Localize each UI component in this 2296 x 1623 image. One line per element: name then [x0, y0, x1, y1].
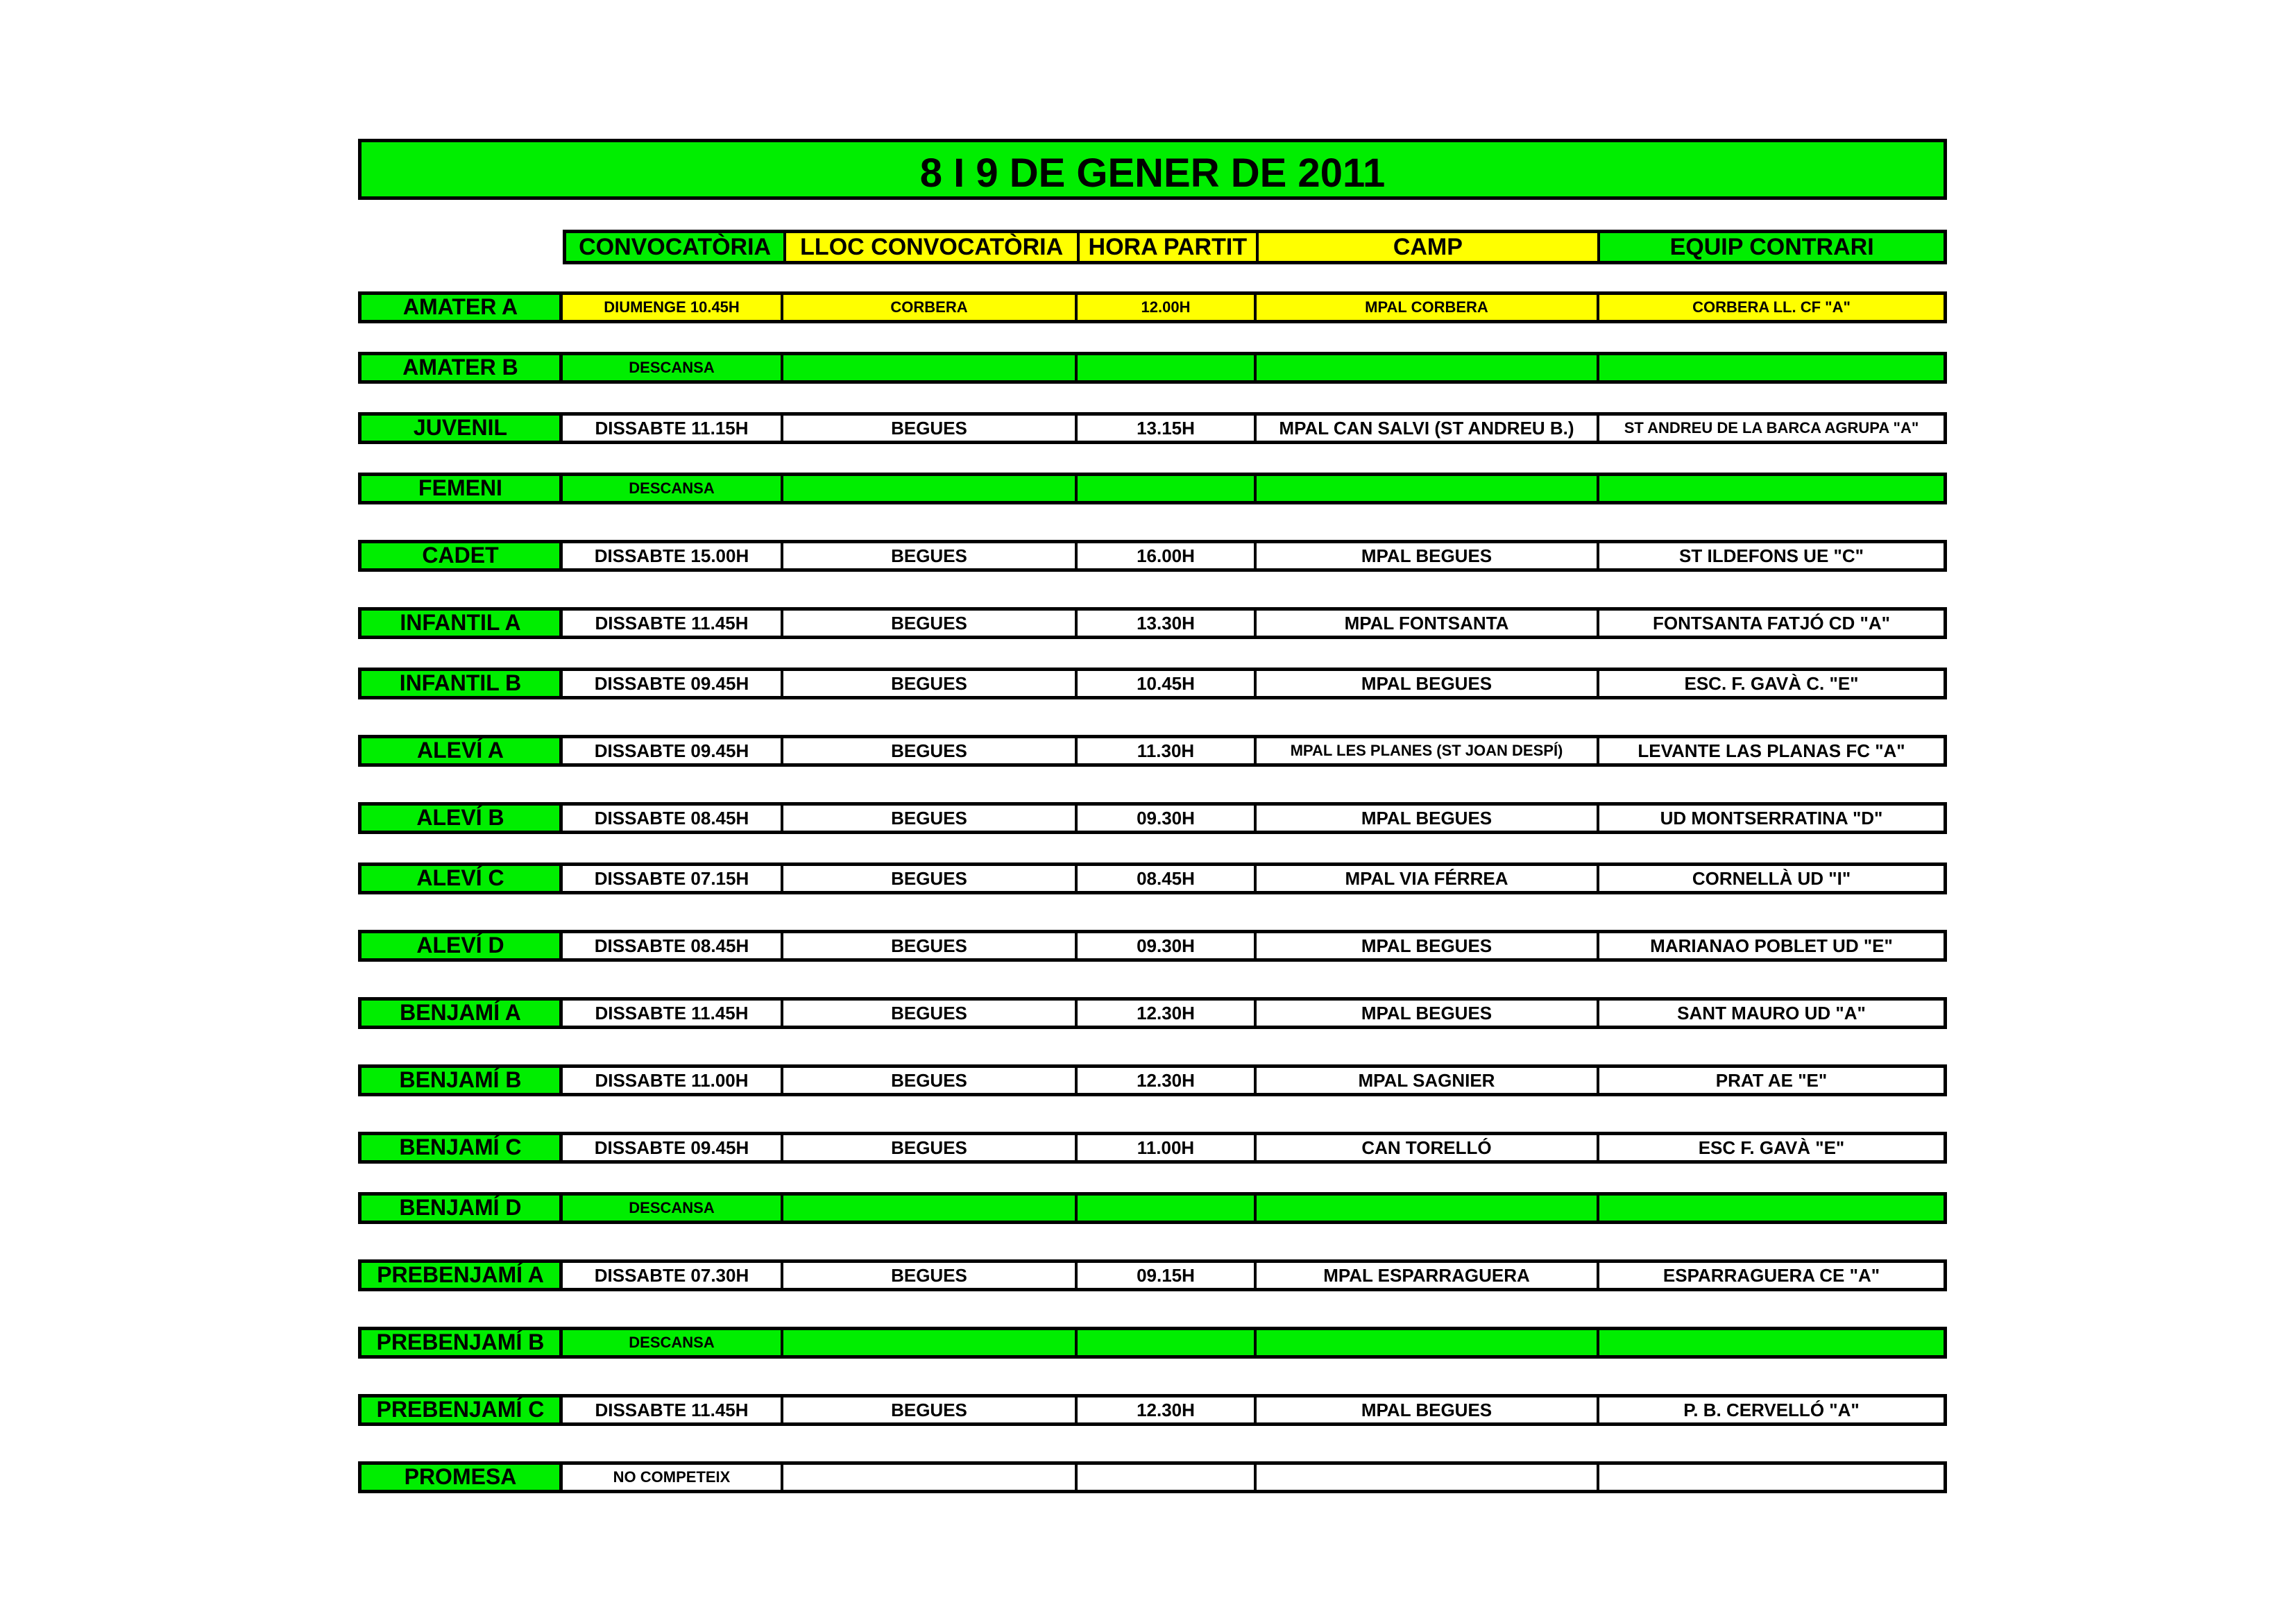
team-label: ALEVÍ C — [358, 863, 563, 894]
cell-convocatoria: DESCANSA — [563, 476, 783, 501]
team-label: JUVENIL — [358, 412, 563, 444]
cell-equip — [1599, 1330, 1944, 1355]
cell-camp: MPAL CAN SALVI (ST ANDREU B.) — [1257, 416, 1599, 441]
cell-lloc: BEGUES — [783, 866, 1078, 891]
team-label: BENJAMÍ D — [358, 1192, 563, 1224]
cell-camp: MPAL ESPARRAGUERA — [1257, 1263, 1599, 1288]
cell-lloc — [783, 1465, 1078, 1490]
cell-hora: 10.45H — [1078, 671, 1257, 696]
header-lloc-convocatoria: LLOC CONVOCATÒRIA — [786, 233, 1080, 261]
cell-lloc: BEGUES — [783, 671, 1078, 696]
cell-hora — [1078, 476, 1257, 501]
cell-hora: 12.00H — [1078, 295, 1257, 320]
cell-equip: PRAT AE "E" — [1715, 1069, 1828, 1091]
table-row — [563, 863, 1947, 894]
cell-equip: UD MONTSERRATINA "D" — [1660, 807, 1883, 829]
team-label: AMATER B — [358, 352, 563, 384]
cell-lloc: BEGUES — [783, 1001, 1078, 1026]
cell-convocatoria: DISSABTE 09.45H — [563, 738, 783, 763]
cell-lloc: BEGUES — [783, 543, 1078, 568]
cell-lloc: BEGUES — [783, 933, 1078, 958]
table-row — [563, 352, 1947, 384]
cell-equip: CORBERA LL. CF "A" — [1692, 298, 1851, 316]
cell-camp: MPAL BEGUES — [1257, 1001, 1599, 1026]
cell-equip: ESC F. GAVÀ "E" — [1698, 1137, 1845, 1158]
cell-hora: 12.30H — [1078, 1068, 1257, 1093]
cell-convocatoria: DESCANSA — [563, 1196, 783, 1221]
cell-equip: CORNELLÀ UD "I" — [1692, 867, 1851, 889]
cell-convocatoria: DISSABTE 11.45H — [563, 611, 783, 636]
team-label: PREBENJAMÍ B — [358, 1327, 563, 1359]
table-row — [563, 473, 1947, 504]
cell-convocatoria: DISSABTE 11.00H — [563, 1068, 783, 1093]
cell-hora — [1078, 1330, 1257, 1355]
cell-camp: MPAL LES PLANES (ST JOAN DESPÍ) — [1257, 738, 1599, 763]
table-row — [563, 1327, 1947, 1359]
cell-convocatoria: DISSABTE 11.45H — [563, 1001, 783, 1026]
cell-convocatoria: DISSABTE 11.45H — [563, 1397, 783, 1422]
cell-equip: ESC. F. GAVÀ C. "E" — [1684, 672, 1859, 694]
header-convocatoria: CONVOCATÒRIA — [566, 233, 786, 261]
cell-convocatoria: DESCANSA — [563, 355, 783, 380]
table-row — [563, 412, 1947, 444]
team-label: ALEVÍ B — [358, 802, 563, 834]
page-title: 8 I 9 DE GENER DE 2011 — [358, 139, 1947, 200]
cell-hora: 11.30H — [1078, 738, 1257, 763]
team-label: PREBENJAMÍ C — [358, 1394, 563, 1426]
cell-hora — [1078, 1465, 1257, 1490]
cell-equip: ESPARRAGUERA CE "A" — [1663, 1264, 1880, 1286]
cell-convocatoria: DIUMENGE 10.45H — [563, 295, 783, 320]
cell-convocatoria: DISSABTE 08.45H — [563, 806, 783, 831]
table-row — [563, 540, 1947, 572]
cell-equip: MARIANAO POBLET UD "E" — [1650, 935, 1893, 956]
cell-camp: MPAL FONTSANTA — [1257, 611, 1599, 636]
cell-convocatoria: DISSABTE 09.45H — [563, 671, 783, 696]
cell-convocatoria: DISSABTE 11.15H — [563, 416, 783, 441]
cell-camp: MPAL BEGUES — [1257, 806, 1599, 831]
cell-hora: 12.30H — [1078, 1397, 1257, 1422]
cell-camp — [1257, 355, 1599, 380]
cell-hora — [1078, 355, 1257, 380]
cell-hora: 13.30H — [1078, 611, 1257, 636]
team-label: FEMENI — [358, 473, 563, 504]
table-row — [563, 1259, 1947, 1291]
table-row — [563, 735, 1947, 767]
cell-lloc — [783, 355, 1078, 380]
cell-camp — [1257, 476, 1599, 501]
cell-equip — [1599, 476, 1944, 501]
cell-hora: 16.00H — [1078, 543, 1257, 568]
cell-lloc: BEGUES — [783, 806, 1078, 831]
cell-hora: 13.15H — [1078, 416, 1257, 441]
cell-lloc: CORBERA — [783, 295, 1078, 320]
cell-hora: 11.00H — [1078, 1135, 1257, 1160]
cell-camp: MPAL BEGUES — [1257, 933, 1599, 958]
cell-equip — [1599, 1196, 1944, 1221]
cell-convocatoria: DISSABTE 15.00H — [563, 543, 783, 568]
cell-lloc: BEGUES — [783, 416, 1078, 441]
team-label: ALEVÍ D — [358, 930, 563, 962]
cell-lloc: BEGUES — [783, 1135, 1078, 1160]
table-row — [563, 802, 1947, 834]
cell-lloc: BEGUES — [783, 1068, 1078, 1093]
table-row — [563, 1064, 1947, 1096]
cell-equip: LEVANTE LAS PLANAS FC "A" — [1638, 740, 1905, 761]
team-label: INFANTIL B — [358, 668, 563, 699]
cell-camp: MPAL BEGUES — [1257, 543, 1599, 568]
cell-equip: ST ILDEFONS UE "C" — [1679, 545, 1864, 566]
table-row — [563, 607, 1947, 639]
cell-lloc: BEGUES — [783, 611, 1078, 636]
cell-lloc: BEGUES — [783, 738, 1078, 763]
cell-equip — [1599, 1465, 1944, 1490]
cell-hora — [1078, 1196, 1257, 1221]
cell-camp: MPAL CORBERA — [1257, 295, 1599, 320]
cell-camp — [1257, 1196, 1599, 1221]
cell-convocatoria: DISSABTE 07.30H — [563, 1263, 783, 1288]
table-row — [563, 1394, 1947, 1426]
team-label: PREBENJAMÍ A — [358, 1259, 563, 1291]
table-row — [563, 1461, 1947, 1493]
team-label: AMATER A — [358, 291, 563, 323]
cell-lloc — [783, 1196, 1078, 1221]
cell-camp — [1257, 1330, 1599, 1355]
cell-equip: P. B. CERVELLÓ "A" — [1683, 1399, 1860, 1420]
header-equip-contrari: EQUIP CONTRARI — [1600, 233, 1944, 261]
cell-convocatoria: DISSABTE 07.15H — [563, 866, 783, 891]
cell-lloc — [783, 476, 1078, 501]
team-label: CADET — [358, 540, 563, 572]
cell-camp: CAN TORELLÓ — [1257, 1135, 1599, 1160]
team-label: BENJAMÍ B — [358, 1064, 563, 1096]
table-header — [563, 230, 1947, 264]
cell-equip: FONTSANTA FATJÓ CD "A" — [1653, 612, 1890, 634]
table-row — [563, 291, 1947, 323]
table-row — [563, 930, 1947, 962]
cell-camp — [1257, 1465, 1599, 1490]
cell-hora: 09.30H — [1078, 806, 1257, 831]
cell-camp: MPAL BEGUES — [1257, 1397, 1599, 1422]
cell-camp: MPAL BEGUES — [1257, 671, 1599, 696]
cell-convocatoria: NO COMPETEIX — [563, 1465, 783, 1490]
cell-hora: 09.30H — [1078, 933, 1257, 958]
team-label: INFANTIL A — [358, 607, 563, 639]
cell-lloc: BEGUES — [783, 1397, 1078, 1422]
cell-lloc — [783, 1330, 1078, 1355]
table-row — [563, 997, 1947, 1029]
table-row — [563, 1192, 1947, 1224]
table-row — [563, 1132, 1947, 1164]
team-label: ALEVÍ A — [358, 735, 563, 767]
header-camp: CAMP — [1259, 233, 1601, 261]
cell-convocatoria: DISSABTE 08.45H — [563, 933, 783, 958]
team-label: BENJAMÍ A — [358, 997, 563, 1029]
cell-equip — [1599, 355, 1944, 380]
header-hora-partit: HORA PARTIT — [1080, 233, 1258, 261]
cell-equip: ST ANDREU DE LA BARCA AGRUPA "A" — [1624, 419, 1919, 436]
cell-camp: MPAL VIA FÉRREA — [1257, 866, 1599, 891]
cell-camp: MPAL SAGNIER — [1257, 1068, 1599, 1093]
cell-hora: 08.45H — [1078, 866, 1257, 891]
table-row — [563, 668, 1947, 699]
cell-lloc: BEGUES — [783, 1263, 1078, 1288]
cell-equip: SANT MAURO UD "A" — [1677, 1002, 1866, 1023]
cell-convocatoria: DISSABTE 09.45H — [563, 1135, 783, 1160]
cell-hora: 12.30H — [1078, 1001, 1257, 1026]
team-label: BENJAMÍ C — [358, 1132, 563, 1164]
cell-hora: 09.15H — [1078, 1263, 1257, 1288]
cell-convocatoria: DESCANSA — [563, 1330, 783, 1355]
team-label: PROMESA — [358, 1461, 563, 1493]
